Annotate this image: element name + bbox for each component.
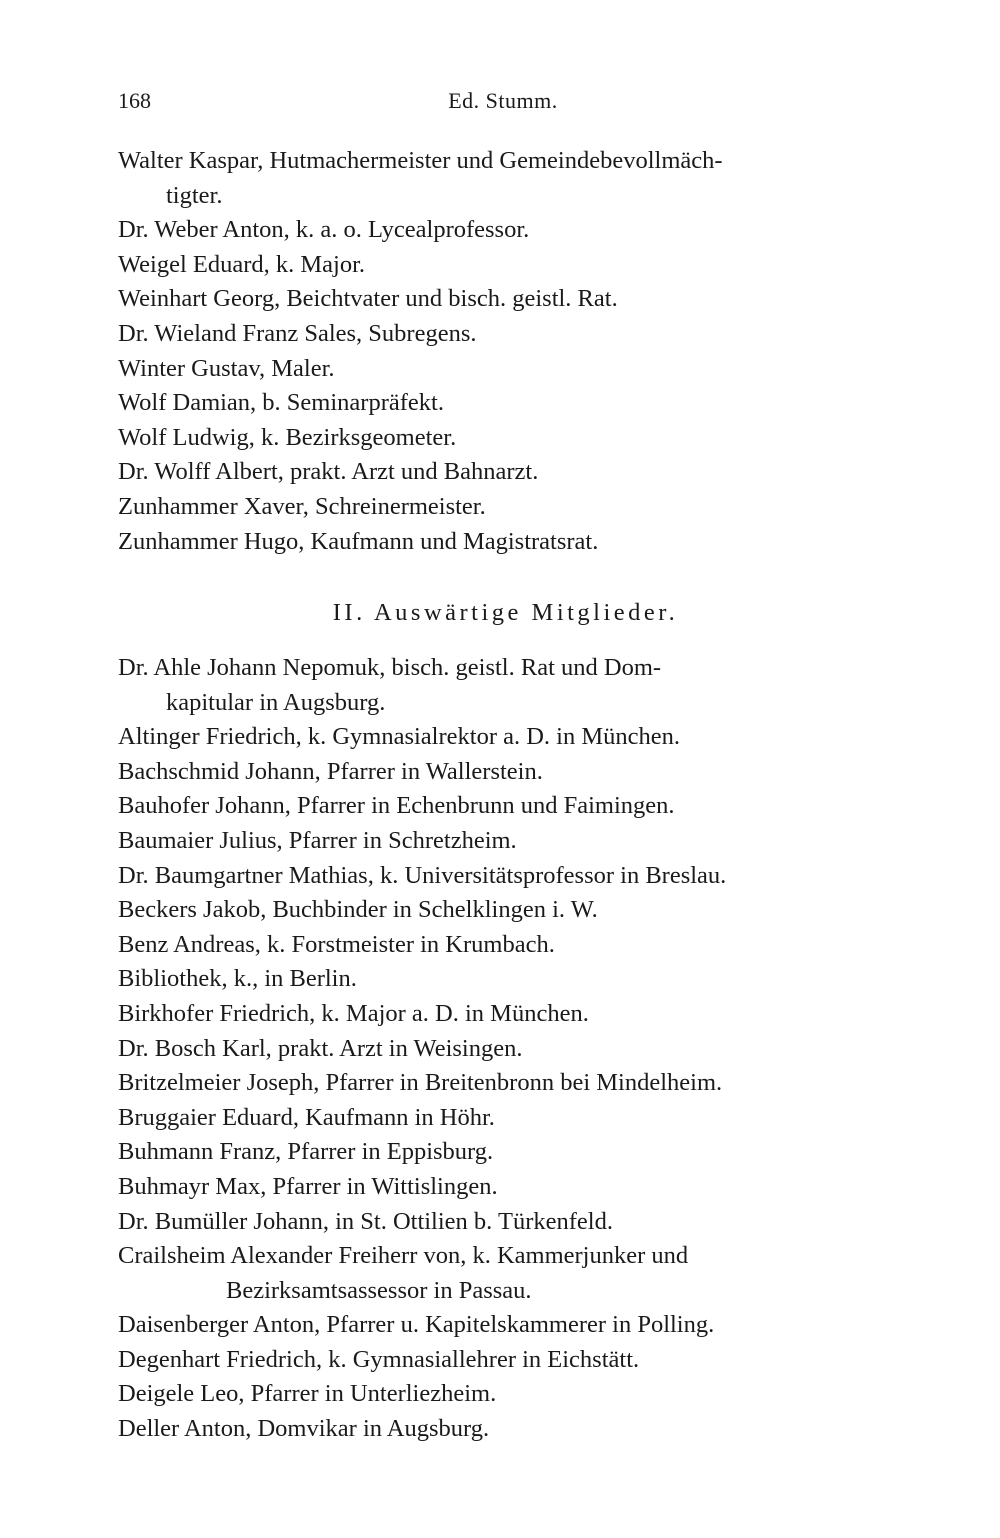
member-entry bbox=[118, 824, 893, 859]
member-entry bbox=[118, 893, 893, 928]
member-entry-line: Walter Kaspar, Hutmachermeister und Gemeindebevollmäch- bbox=[118, 147, 723, 174]
member-entry-line: Dr. Weber Anton, k. a. o. Lycealprofessor. bbox=[118, 216, 530, 244]
member-entry-line: Dr. Wolff Albert, prakt. Arzt und Bahnarzt. bbox=[118, 458, 539, 486]
member-entry bbox=[118, 490, 893, 525]
member-entry-line: Baumaier Julius, Pfarrer in Schretzheim. bbox=[118, 826, 517, 854]
member-entry-line: Bibliothek, k., in Berlin. bbox=[118, 965, 357, 993]
member-entry-line: Dr. Bumüller Johann, in St. Ottilien b. Türkenfeld. bbox=[118, 1207, 613, 1235]
member-entry-line: Dr. Ahle Johann Nepomuk, bisch. geistl. Rat und Dom- bbox=[118, 654, 662, 681]
local-members-list bbox=[118, 144, 893, 559]
member-entry bbox=[118, 1101, 893, 1136]
member-entry bbox=[118, 651, 893, 720]
member-entry-line: Bruggaier Eduard, Kaufmann in Höhr. bbox=[118, 1103, 495, 1131]
member-entry-continuation: kapitular in Augsburg. bbox=[166, 688, 386, 716]
external-members-list bbox=[118, 651, 893, 1447]
member-entry bbox=[118, 1308, 893, 1343]
member-entry bbox=[118, 1135, 893, 1170]
member-entry bbox=[118, 455, 893, 490]
page-header bbox=[118, 88, 888, 118]
member-entry-line: Weinhart Georg, Beichtvater und bisch. geistl. Rat. bbox=[118, 285, 618, 313]
member-entry bbox=[118, 1170, 893, 1205]
member-entry-line: Benz Andreas, k. Forstmeister in Krumbach. bbox=[118, 930, 555, 958]
member-entry-line: Zunhammer Hugo, Kaufmann und Magistratsrat. bbox=[118, 527, 599, 555]
member-entry bbox=[118, 997, 893, 1032]
member-entry-line: Britzelmeier Joseph, Pfarrer in Breitenbronn bei Mindelheim. bbox=[118, 1069, 723, 1097]
member-entry bbox=[118, 1412, 893, 1447]
member-entry-line: Wolf Ludwig, k. Bezirksgeometer. bbox=[118, 423, 457, 451]
member-entry bbox=[118, 962, 893, 997]
member-entry-line: Beckers Jakob, Buchbinder in Schelklingen i. W. bbox=[118, 896, 598, 924]
member-entry-line: Zunhammer Xaver, Schreinermeister. bbox=[118, 492, 486, 520]
member-entry bbox=[118, 282, 893, 317]
member-entry-line: Birkhofer Friedrich, k. Major a. D. in München. bbox=[118, 999, 589, 1027]
member-entry bbox=[118, 720, 893, 755]
member-entry bbox=[118, 1205, 893, 1240]
member-entry-line: Deigele Leo, Pfarrer in Unterliezheim. bbox=[118, 1380, 497, 1408]
member-entry-line: Daisenberger Anton, Pfarrer u. Kapitelskammerer in Polling. bbox=[118, 1311, 715, 1339]
member-entry-line: Dr. Baumgartner Mathias, k. Universitätsprofessor in Breslau. bbox=[118, 861, 727, 889]
member-entry bbox=[118, 144, 893, 213]
member-entry-line: Bachschmid Johann, Pfarrer in Wallerstein. bbox=[118, 757, 543, 785]
member-entry-line: Dr. Wieland Franz Sales, Subregens. bbox=[118, 319, 477, 347]
member-entry bbox=[118, 248, 893, 283]
member-entry-continuation: Bezirksamtsassessor in Passau. bbox=[226, 1276, 532, 1304]
member-entry-line: Weigel Eduard, k. Major. bbox=[118, 250, 366, 278]
member-entry bbox=[118, 352, 893, 387]
member-entry bbox=[118, 789, 893, 824]
member-entry bbox=[118, 859, 893, 894]
member-entry bbox=[118, 421, 893, 456]
member-entry-continuation: tigter. bbox=[166, 181, 223, 209]
member-entry bbox=[118, 317, 893, 352]
running-title: Ed. Stumm. bbox=[448, 88, 558, 113]
page-number: 168 bbox=[118, 88, 151, 113]
member-entry bbox=[118, 525, 893, 560]
member-entry bbox=[118, 386, 893, 421]
member-entry bbox=[118, 1377, 893, 1412]
member-entry bbox=[118, 1343, 893, 1378]
section-heading: II. Auswärtige Mitglieder. bbox=[332, 599, 679, 626]
member-entry bbox=[118, 1239, 893, 1308]
member-entry-line: Deller Anton, Domvikar in Augsburg. bbox=[118, 1415, 490, 1443]
member-entry-line: Wolf Damian, b. Seminarpräfekt. bbox=[118, 389, 444, 417]
member-entry-line: Winter Gustav, Maler. bbox=[118, 354, 335, 382]
member-entry bbox=[118, 928, 893, 963]
member-entry-line: Dr. Bosch Karl, prakt. Arzt in Weisingen. bbox=[118, 1034, 523, 1062]
member-entry-line: Bauhofer Johann, Pfarrer in Echenbrunn und Faimingen. bbox=[118, 792, 675, 820]
member-entry-line: Crailsheim Alexander Freiherr von, k. Kammerjunker und bbox=[118, 1242, 689, 1270]
member-entry bbox=[118, 1032, 893, 1067]
member-entry-line: Degenhart Friedrich, k. Gymnasiallehrer in Eichstätt. bbox=[118, 1345, 640, 1373]
member-entry-line: Altinger Friedrich, k. Gymnasialrektor a. D. in München. bbox=[118, 723, 681, 751]
member-entry-line: Buhmann Franz, Pfarrer in Eppisburg. bbox=[118, 1138, 494, 1166]
member-entry bbox=[118, 755, 893, 790]
member-entry bbox=[118, 1066, 893, 1101]
member-entry bbox=[118, 213, 893, 248]
member-entry-line: Buhmayr Max, Pfarrer in Wittislingen. bbox=[118, 1172, 498, 1200]
